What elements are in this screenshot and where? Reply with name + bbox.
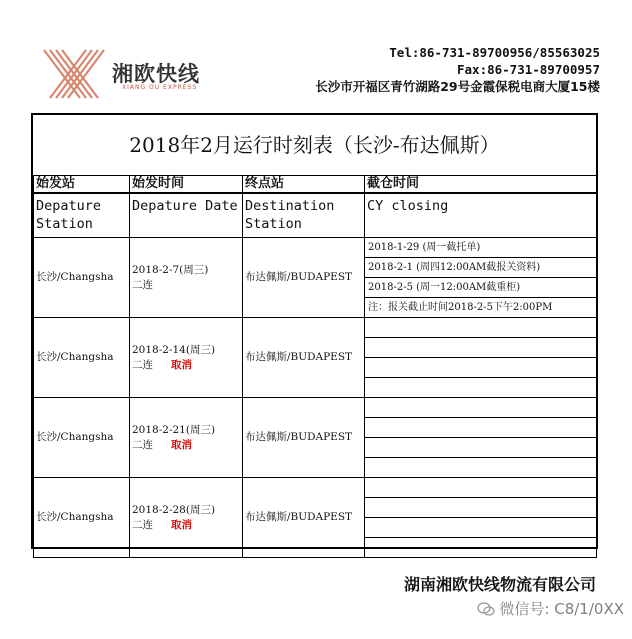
contact-fax: Fax:86-731-89700957 <box>457 62 600 77</box>
schedule-table <box>33 175 597 558</box>
date-text: 2018-2-28(周三) <box>132 503 216 516</box>
route-text: 二连 <box>132 518 153 531</box>
contact-block <box>315 44 600 95</box>
cy-cell <box>365 318 597 398</box>
cy-line <box>365 418 596 438</box>
contact-tel: Tel:86-731-89700956/85563025 <box>389 45 600 60</box>
cy-line <box>365 438 596 458</box>
origin-cell: 长沙/Changsha <box>34 238 130 318</box>
cy-line <box>365 538 596 557</box>
cancel-badge: 取消 <box>171 358 192 371</box>
date-cell <box>130 318 243 398</box>
route-text: 二连 <box>132 358 153 371</box>
brand-name-cn: 湘欧快线 <box>112 62 200 86</box>
header-origin-en: Depature Station <box>34 193 130 238</box>
header-date-cn: 始发时间 <box>130 176 243 194</box>
cy-line <box>365 458 596 477</box>
cancel-badge: 取消 <box>171 518 192 531</box>
cancel-badge: 取消 <box>171 438 192 451</box>
cy-line: 注：报关截止时间2018-2-5下午2:00PM <box>368 302 553 313</box>
company-name: 湖南湘欧快线物流有限公司 <box>403 575 596 594</box>
schedule-title: 2018年2月运行时刻表（长沙-布达佩斯） <box>129 133 500 157</box>
destination-cell: 布达佩斯/BUDAPEST <box>243 238 365 318</box>
table-row <box>34 478 597 558</box>
route-text: 二连 <box>132 278 153 291</box>
header-cy-en: CY closing <box>365 193 597 238</box>
table-row <box>34 238 597 318</box>
header-date-en: Depature Date <box>130 193 243 238</box>
watermark-text: 微信号: C8/1/0XX <box>499 600 624 618</box>
schedule-sheet <box>31 113 598 549</box>
date-cell <box>130 238 243 318</box>
cy-line: 2018-2-1 (周四12:00AM截报关资料) <box>365 258 596 278</box>
cy-line <box>365 518 596 538</box>
contact-address: 长沙市开福区青竹湖路29号金霞保税电商大厦15楼 <box>315 79 600 94</box>
cy-cell <box>365 238 597 318</box>
date-cell <box>130 398 243 478</box>
origin-cell: 长沙/Changsha <box>34 398 130 478</box>
header-cy-cn: 截仓时间 <box>365 176 597 194</box>
date-cell <box>130 478 243 558</box>
cy-line <box>365 338 596 358</box>
header-row-en <box>34 193 597 238</box>
cy-line: 2018-1-29 (周一截托单) <box>365 238 596 258</box>
header-destination-cn: 终点站 <box>243 176 365 194</box>
route-text: 二连 <box>132 438 153 451</box>
table-row <box>34 398 597 478</box>
wechat-icon <box>477 602 495 616</box>
brand-logo <box>40 46 230 102</box>
destination-cell: 布达佩斯/BUDAPEST <box>243 478 365 558</box>
header-origin-cn: 始发站 <box>34 176 130 194</box>
cy-line: 2018-2-5 (周一12:00AM截重柜) <box>365 278 596 298</box>
destination-cell: 布达佩斯/BUDAPEST <box>243 398 365 478</box>
destination-cell: 布达佩斯/BUDAPEST <box>243 318 365 398</box>
date-text: 2018-2-21(周三) <box>132 423 216 436</box>
origin-cell: 长沙/Changsha <box>34 478 130 558</box>
table-row <box>34 318 597 398</box>
cy-line <box>365 358 596 378</box>
watermark <box>477 598 624 619</box>
cy-line <box>365 498 596 518</box>
origin-cell: 长沙/Changsha <box>34 318 130 398</box>
cy-cell <box>365 398 597 478</box>
cy-cell <box>365 478 597 558</box>
brand-name-en: XIANG OU EXPRESS <box>122 84 198 91</box>
date-text: 2018-2-7(周三) <box>132 263 209 276</box>
cy-line <box>365 318 596 338</box>
cy-line <box>365 378 596 397</box>
cy-line <box>365 478 596 498</box>
x-logo-icon <box>40 46 110 102</box>
header-destination-en: Destination Station <box>243 193 365 238</box>
date-text: 2018-2-14(周三) <box>132 343 216 356</box>
cy-line <box>365 398 596 418</box>
header-row-cn <box>34 176 597 194</box>
